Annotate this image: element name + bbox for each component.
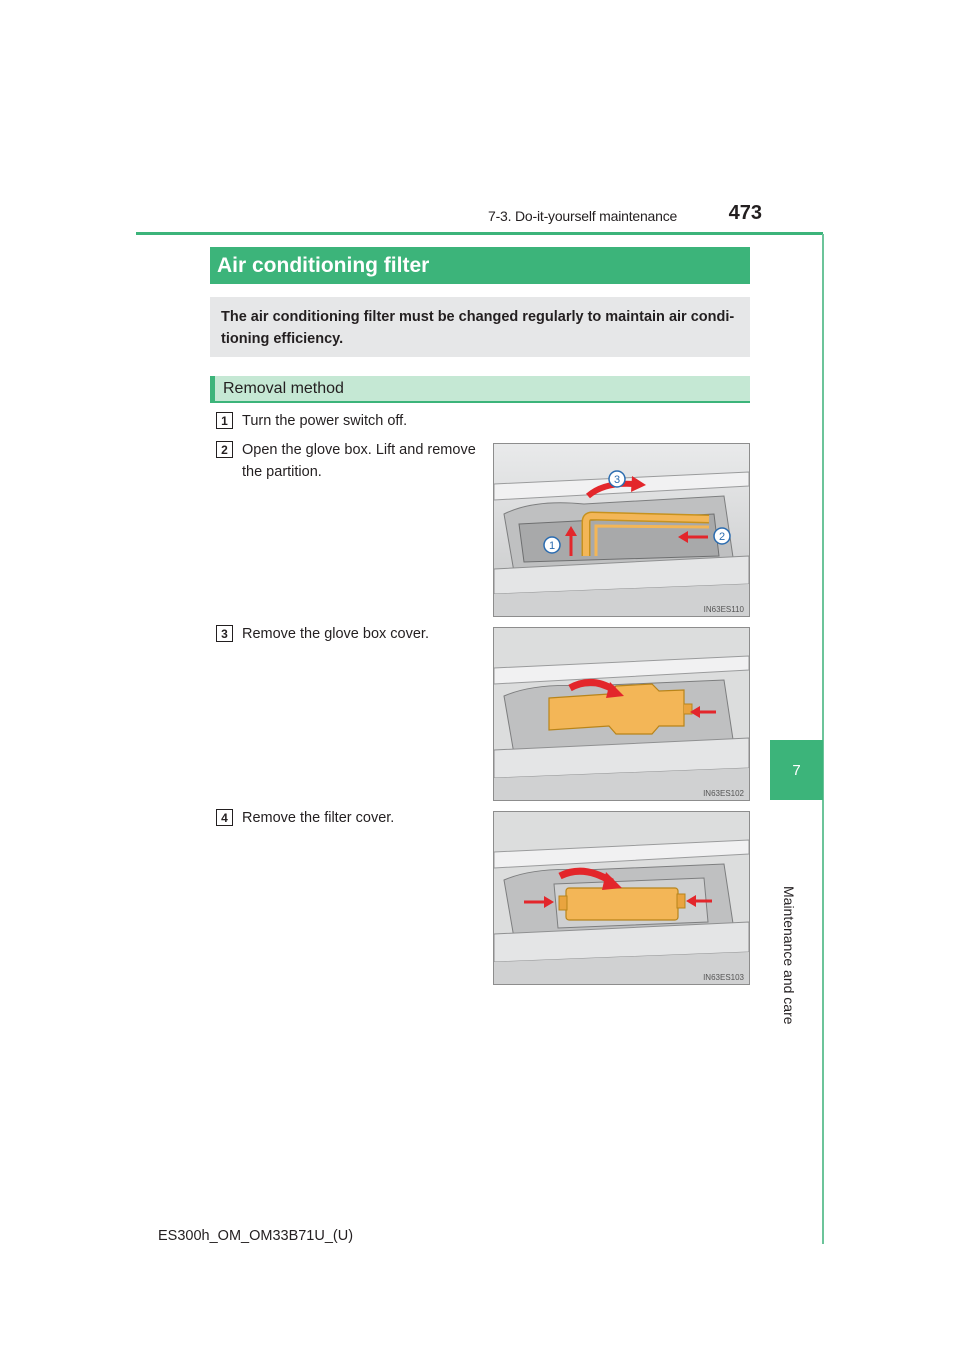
chapter-tab[interactable]: [770, 740, 823, 800]
step-text-3: Remove the glove box cover.: [242, 626, 429, 642]
callout-1: 1: [548, 540, 556, 552]
glove-box-cover-illustration: [494, 628, 749, 800]
subsection-title-text: Removal method: [223, 379, 344, 397]
figure-remove-filter-cover: [493, 811, 750, 985]
step-number-1: 1: [216, 412, 233, 429]
section-title-text: Air conditioning filter: [217, 253, 430, 277]
step-number-3: 3: [216, 625, 233, 642]
chapter-label: Maintenance and care: [781, 886, 797, 1025]
chapter-number: 7: [792, 761, 801, 779]
callout-2: 2: [718, 531, 726, 543]
figure-code-2: IN63ES102: [703, 789, 744, 798]
filter-cover-illustration: [494, 812, 749, 984]
callout-3: 3: [613, 474, 621, 486]
figure-code-1: IN63ES110: [703, 605, 744, 614]
intro-text: The air conditioning filter must be changed regularly to maintain air condi-tioning efficiency.: [221, 309, 735, 347]
subsection-title: [210, 376, 750, 403]
header-rule: [136, 232, 823, 235]
step-text-2-line1: Open the glove box. Lift and remove: [242, 442, 476, 458]
side-rule: [822, 234, 824, 1244]
step-number-4: 4: [216, 809, 233, 826]
footer-model-code: ES300h_OM_OM33B71U_(U): [158, 1228, 354, 1244]
figure-remove-glove-box-cover: [493, 627, 750, 801]
page-number: 473: [728, 202, 762, 224]
figure-remove-partition: [493, 443, 750, 617]
running-header-section: 7-3. Do-it-yourself maintenance: [488, 208, 678, 224]
step-text-2-line2: the partition.: [242, 464, 322, 480]
partition-illustration: [494, 444, 749, 616]
intro-box: [210, 297, 750, 357]
step-text-1: Turn the power switch off.: [242, 413, 408, 429]
step-number-2: 2: [216, 441, 233, 458]
figure-code-3: IN63ES103: [703, 973, 744, 982]
step-text-4: Remove the filter cover.: [242, 810, 395, 826]
section-title: [210, 247, 750, 284]
step-text-2: [242, 439, 476, 483]
